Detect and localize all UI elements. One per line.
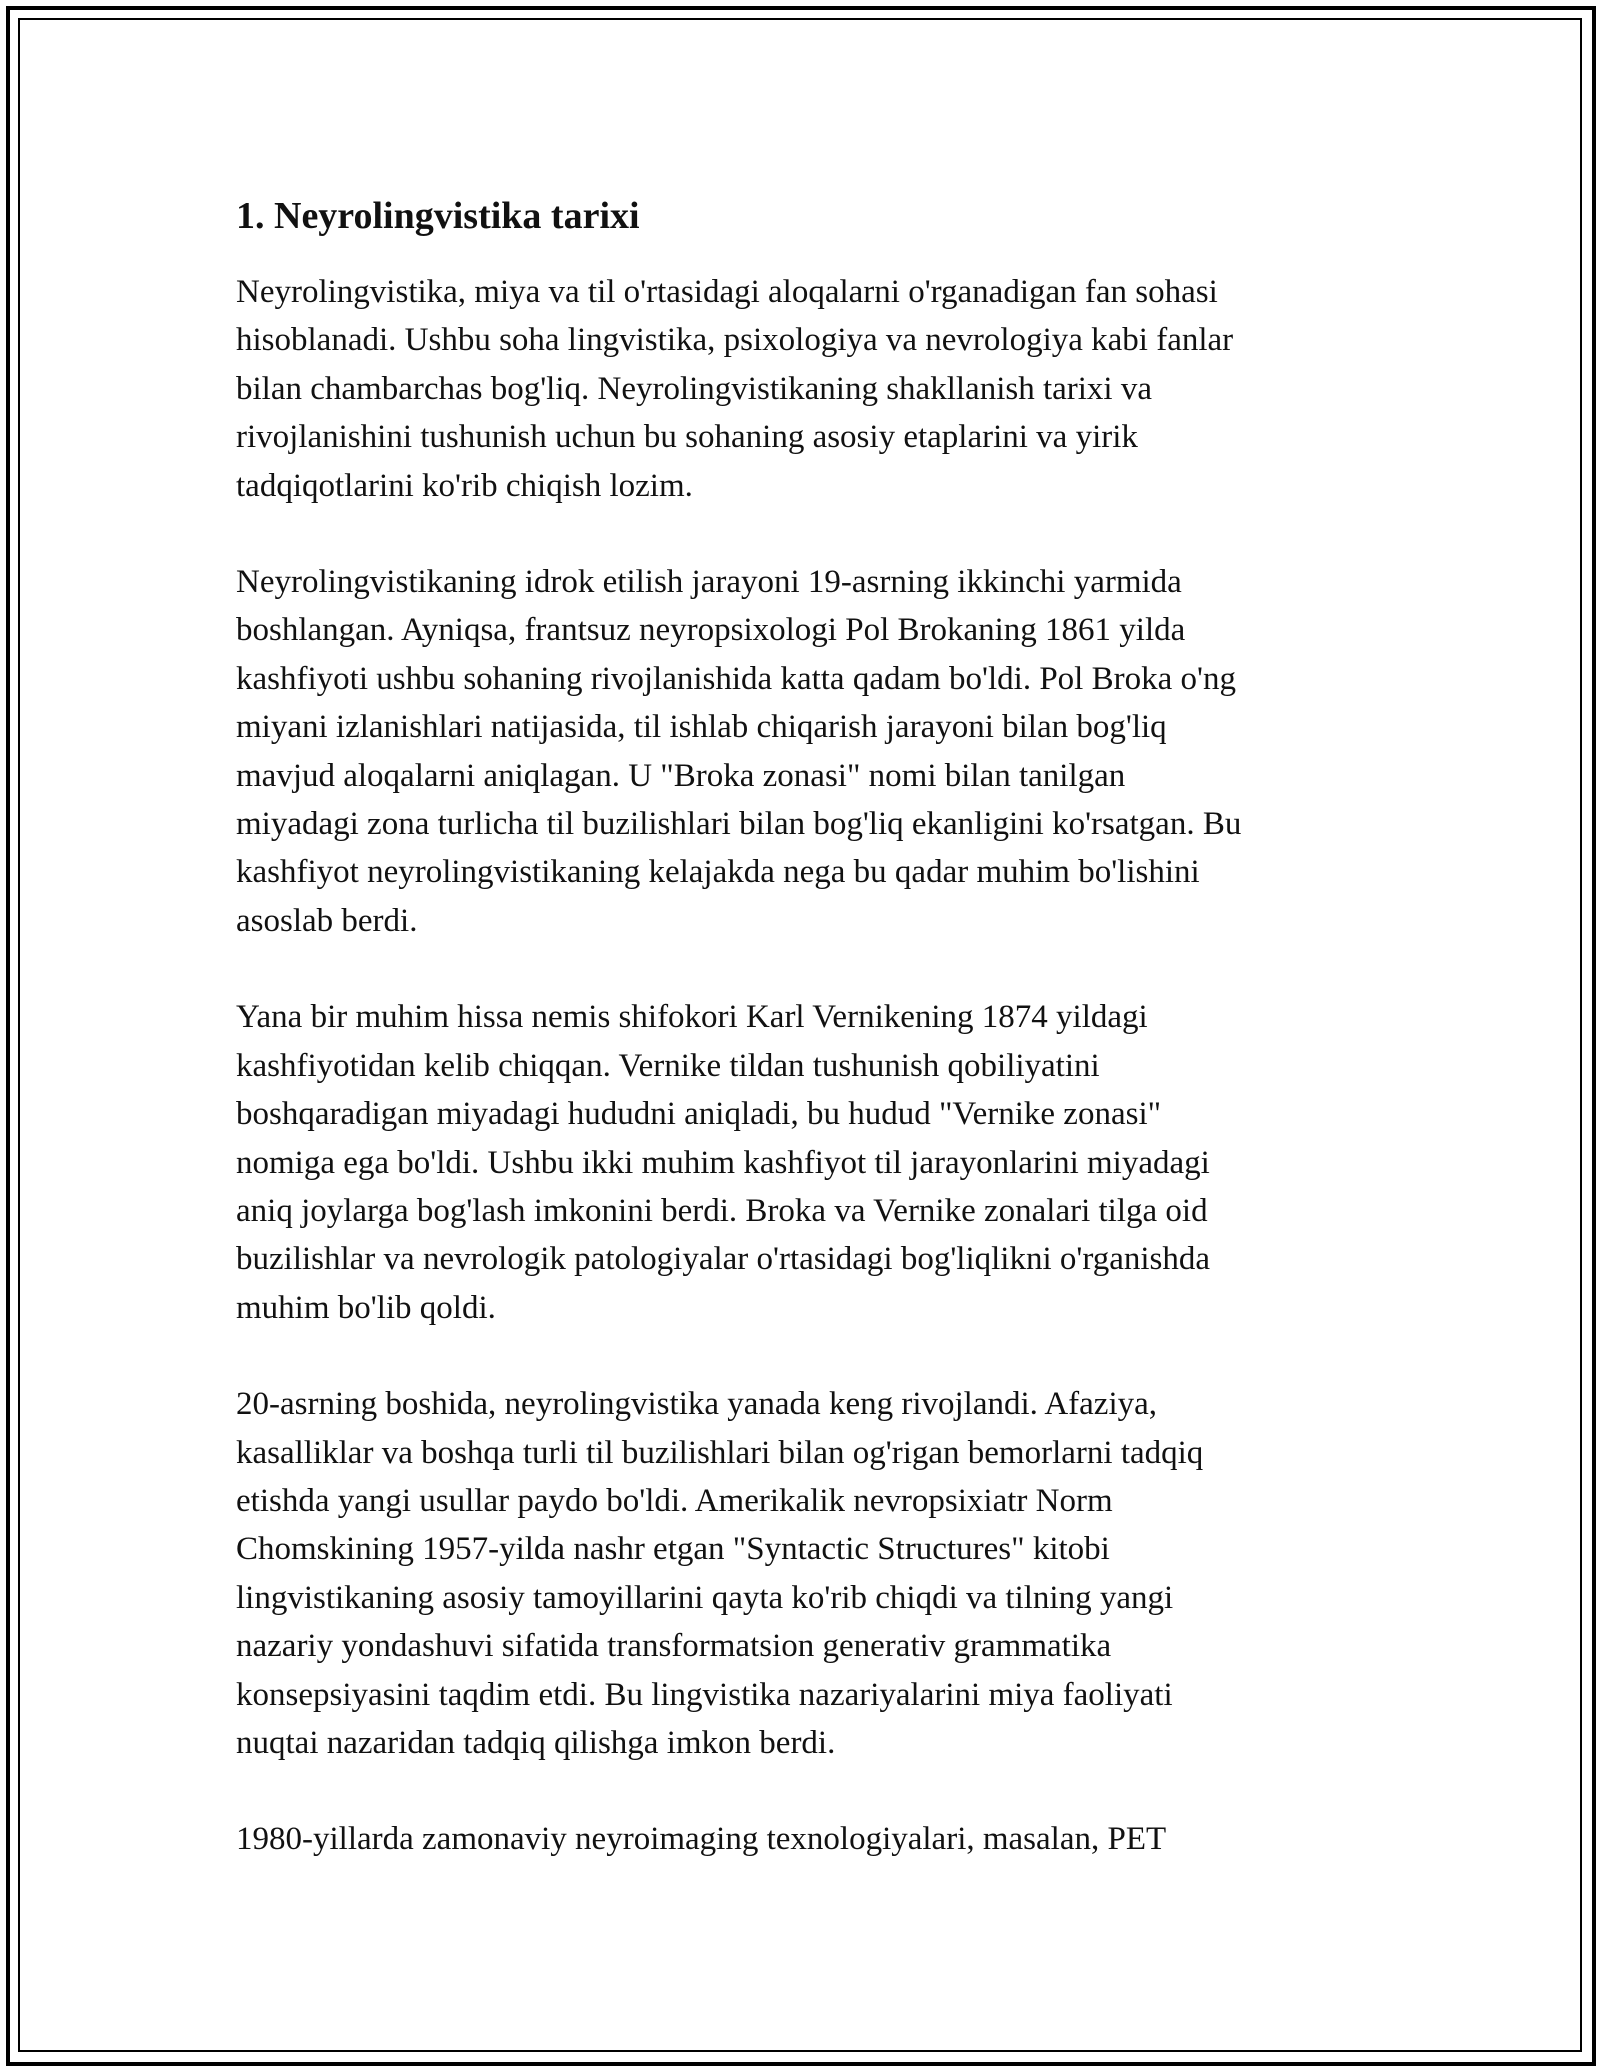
text-line: nazariy yondashuvi sifatida transformatsion generativ grammatika [236,1628,1112,1665]
paragraph-1 [236,268,1366,510]
text-line: asoslab berdi. [236,902,418,939]
paragraph-5 [236,1815,1366,1863]
text-line: konsepsiyasini taqdim etdi. Bu lingvistika nazariyalarini miya faoliyati [236,1676,1173,1713]
text-line: lingvistikaning asosiy tamoyillarini qayta ko'rib chiqdi va tilning yangi [236,1579,1174,1616]
text-line: Neyrolingvistikaning idrok etilish jarayoni 19-asrning ikkinchi yarmida [236,564,1182,601]
text-line: kashfiyotidan kelib chiqqan. Vernike tildan tushunish qobiliyatini [236,1047,1100,1084]
text-line: Neyrolingvistika, miya va til o'rtasidagi aloqalarni o'rganadigan fan sohasi [236,274,1218,310]
paragraph-4 [236,1380,1366,1767]
text-line: boshqaradigan miyadagi hududni aniqladi, bu hudud "Vernike zonasi" [236,1096,1162,1133]
text-line: rivojlanishini tushunish uchun bu sohaning asosiy etaplarini va yirik [236,419,1138,456]
text-line: boshlangan. Ayniqsa, frantsuz neyropsixologi Pol Brokaning 1861 yilda [236,612,1186,649]
text-line: etishda yangi usullar paydo bo'ldi. Amerikalik nevropsixiatr Norm [236,1482,1113,1519]
text-line: bilan chambarchas bog'liq. Neyrolingvistikaning shakllanish tarixi va [236,370,1152,407]
text-line: kashfiyoti ushbu sohaning rivojlanishida katta qadam bo'ldi. Pol Broka o'ng [236,660,1236,697]
text-line: miyani izlanishlari natijasida, til ishlab chiqarish jarayoni bilan bog'liq [236,709,1167,746]
text-line: nomiga ega bo'ldi. Ushbu ikki muhim kashfiyot til jarayonlarini miyadagi [236,1144,1210,1181]
text-line: kashfiyot neyrolingvistikaning kelajakda nega bu qadar muhim bo'lishini [236,854,1200,891]
text-line: nuqtai nazaridan tadqiq qilishga imkon berdi. [236,1724,836,1761]
text-line: Chomskining 1957-yilda nashr etgan "Syntactic Structures" kitobi [236,1531,1110,1568]
text-line: 20-asrning boshida, neyrolingvistika yanada keng rivojlandi. Afaziya, [236,1386,1158,1423]
paragraph-2 [236,558,1366,945]
text-line: kasalliklar va boshqa turli til buzilishlari bilan og'rigan bemorlarni tadqiq [236,1434,1204,1471]
text-line: buzilishlar va nevrologik patologiyalar o'rtasidagi bog'liqlikni o'rganishda [236,1241,1211,1278]
document-body [236,188,1366,1912]
text-line: miyadagi zona turlicha til buzilishlari bilan bog'liq ekanligini ko'rsatgan. Bu [236,806,1242,843]
text-line: Yana bir muhim hissa nemis shifokori Karl Vernikening 1874 yildagi [236,999,1148,1036]
text-line: 1980-yillarda zamonaviy neyroimaging texnologiyalari, masalan, PET [236,1821,1167,1858]
section-heading: 1. Neyrolingvistika tarixi [236,195,640,237]
text-line: hisoblanadi. Ushbu soha lingvistika, psixologiya va nevrologiya kabi fanlar [236,322,1234,359]
paragraph-3 [236,993,1366,1332]
text-line: aniq joylarga bog'lash imkonini berdi. Broka va Vernike zonalari tilga oid [236,1192,1208,1229]
text-line: muhim bo'lib qoldi. [236,1289,496,1326]
text-line: mavjud aloqalarni aniqlagan. U "Broka zonasi" nomi bilan tanilgan [236,757,1126,794]
text-line: tadqiqotlarini ko'rib chiqish lozim. [236,467,693,504]
